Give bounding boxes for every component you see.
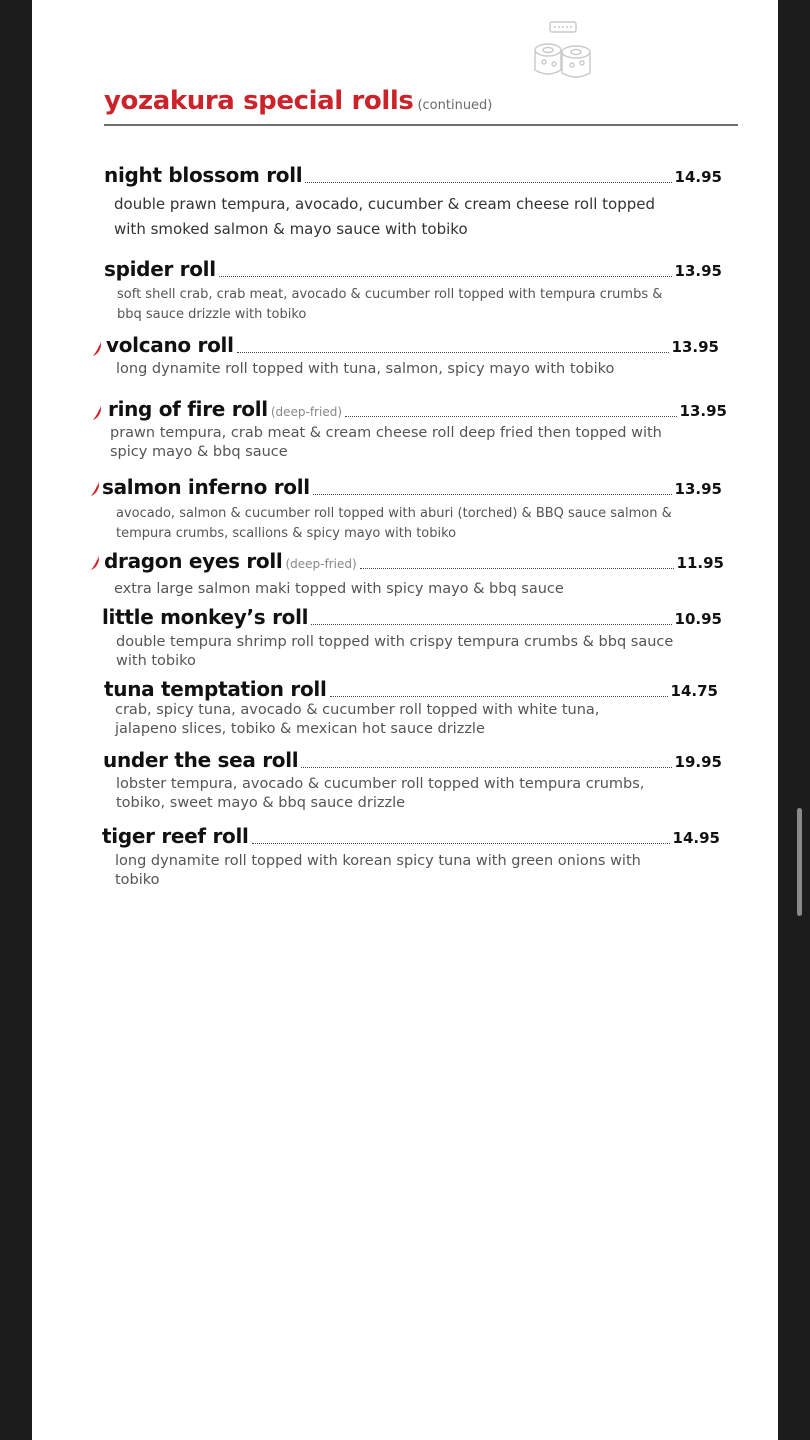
item-description: long dynamite roll topped with tuna, salmon, spicy mayo with tobiko	[116, 361, 615, 377]
dot-leader	[219, 275, 672, 277]
item-description: extra large salmon maki topped with spicy mayo & bbq sauce	[114, 581, 564, 597]
item-description: avocado, salmon & cucumber roll topped with aburi (torched) & BBQ sauce salmon & tempura crumbs, scallions & spicy mayo with tobiko	[116, 506, 672, 541]
item-name: under the sea roll	[103, 748, 299, 772]
item-description: crab, spicy tuna, avocado & cucumber roll topped with white tuna, jalapeno slices, tobiko & mexican hot sauce drizzle	[115, 702, 600, 737]
menu-page	[32, 0, 778, 1440]
item-price: 14.95	[674, 168, 722, 186]
dot-leader	[311, 623, 671, 625]
item-name: salmon inferno roll	[102, 475, 310, 499]
item-name: tuna temptation roll	[104, 677, 327, 701]
dot-leader	[360, 567, 674, 569]
item-description: soft shell crab, crab meat, avocado & cucumber roll topped with tempura crumbs & bbq sauce drizzle with tobiko	[117, 287, 663, 322]
item-price: 13.95	[674, 480, 722, 498]
item-description: double tempura shrimp roll topped with crispy tempura crumbs & bbq sauce with tobiko	[116, 634, 674, 669]
item-name: spider roll	[104, 257, 216, 281]
dot-leader	[252, 842, 670, 844]
item-price: 10.95	[674, 610, 722, 628]
chili-pepper-icon	[92, 340, 102, 358]
item-price: 14.75	[670, 682, 718, 700]
dot-leader	[301, 766, 671, 768]
dot-leader	[237, 351, 669, 353]
item-description: double prawn tempura, avocado, cucumber & cream cheese roll topped with smoked salmon & mayo sauce with tobiko	[114, 195, 656, 238]
chili-pepper-icon	[92, 404, 102, 422]
item-price: 19.95	[674, 753, 722, 771]
item-price: 13.95	[674, 262, 722, 280]
chili-pepper-icon	[90, 480, 100, 498]
item-price: 13.95	[671, 338, 719, 356]
item-description: prawn tempura, crab meat & cream cheese roll deep fried then topped with spicy mayo & bbq sauce	[110, 425, 662, 460]
section-note: (continued)	[417, 98, 493, 113]
item-name: ring of fire roll	[108, 397, 268, 421]
scrollbar-thumb[interactable]	[797, 808, 802, 916]
item-description: lobster tempura, avocado & cucumber roll topped with tempura crumbs, tobiko, sweet mayo & bbq sauce drizzle	[116, 776, 645, 811]
dot-leader	[345, 415, 677, 417]
dot-leader	[313, 493, 672, 495]
sushi-doodle-icon	[532, 18, 596, 84]
dot-leader	[330, 695, 668, 697]
item-tag: (deep-fried)	[270, 405, 342, 419]
section-header	[104, 86, 738, 126]
chili-pepper-icon	[90, 554, 100, 572]
item-name: dragon eyes roll	[104, 549, 283, 573]
item-name: tiger reef roll	[102, 824, 249, 848]
item-tag: (deep-fried)	[285, 557, 357, 571]
item-name: little monkey’s roll	[102, 605, 309, 629]
section-title: yozakura special rolls	[104, 86, 414, 116]
item-price: 11.95	[676, 554, 724, 572]
item-price: 14.95	[672, 829, 720, 847]
item-name: volcano roll	[106, 333, 234, 357]
dot-leader	[305, 181, 671, 183]
item-price: 13.95	[679, 402, 727, 420]
item-name: night blossom roll	[104, 163, 303, 187]
item-description: long dynamite roll topped with korean spicy tuna with green onions with tobiko	[115, 853, 641, 888]
